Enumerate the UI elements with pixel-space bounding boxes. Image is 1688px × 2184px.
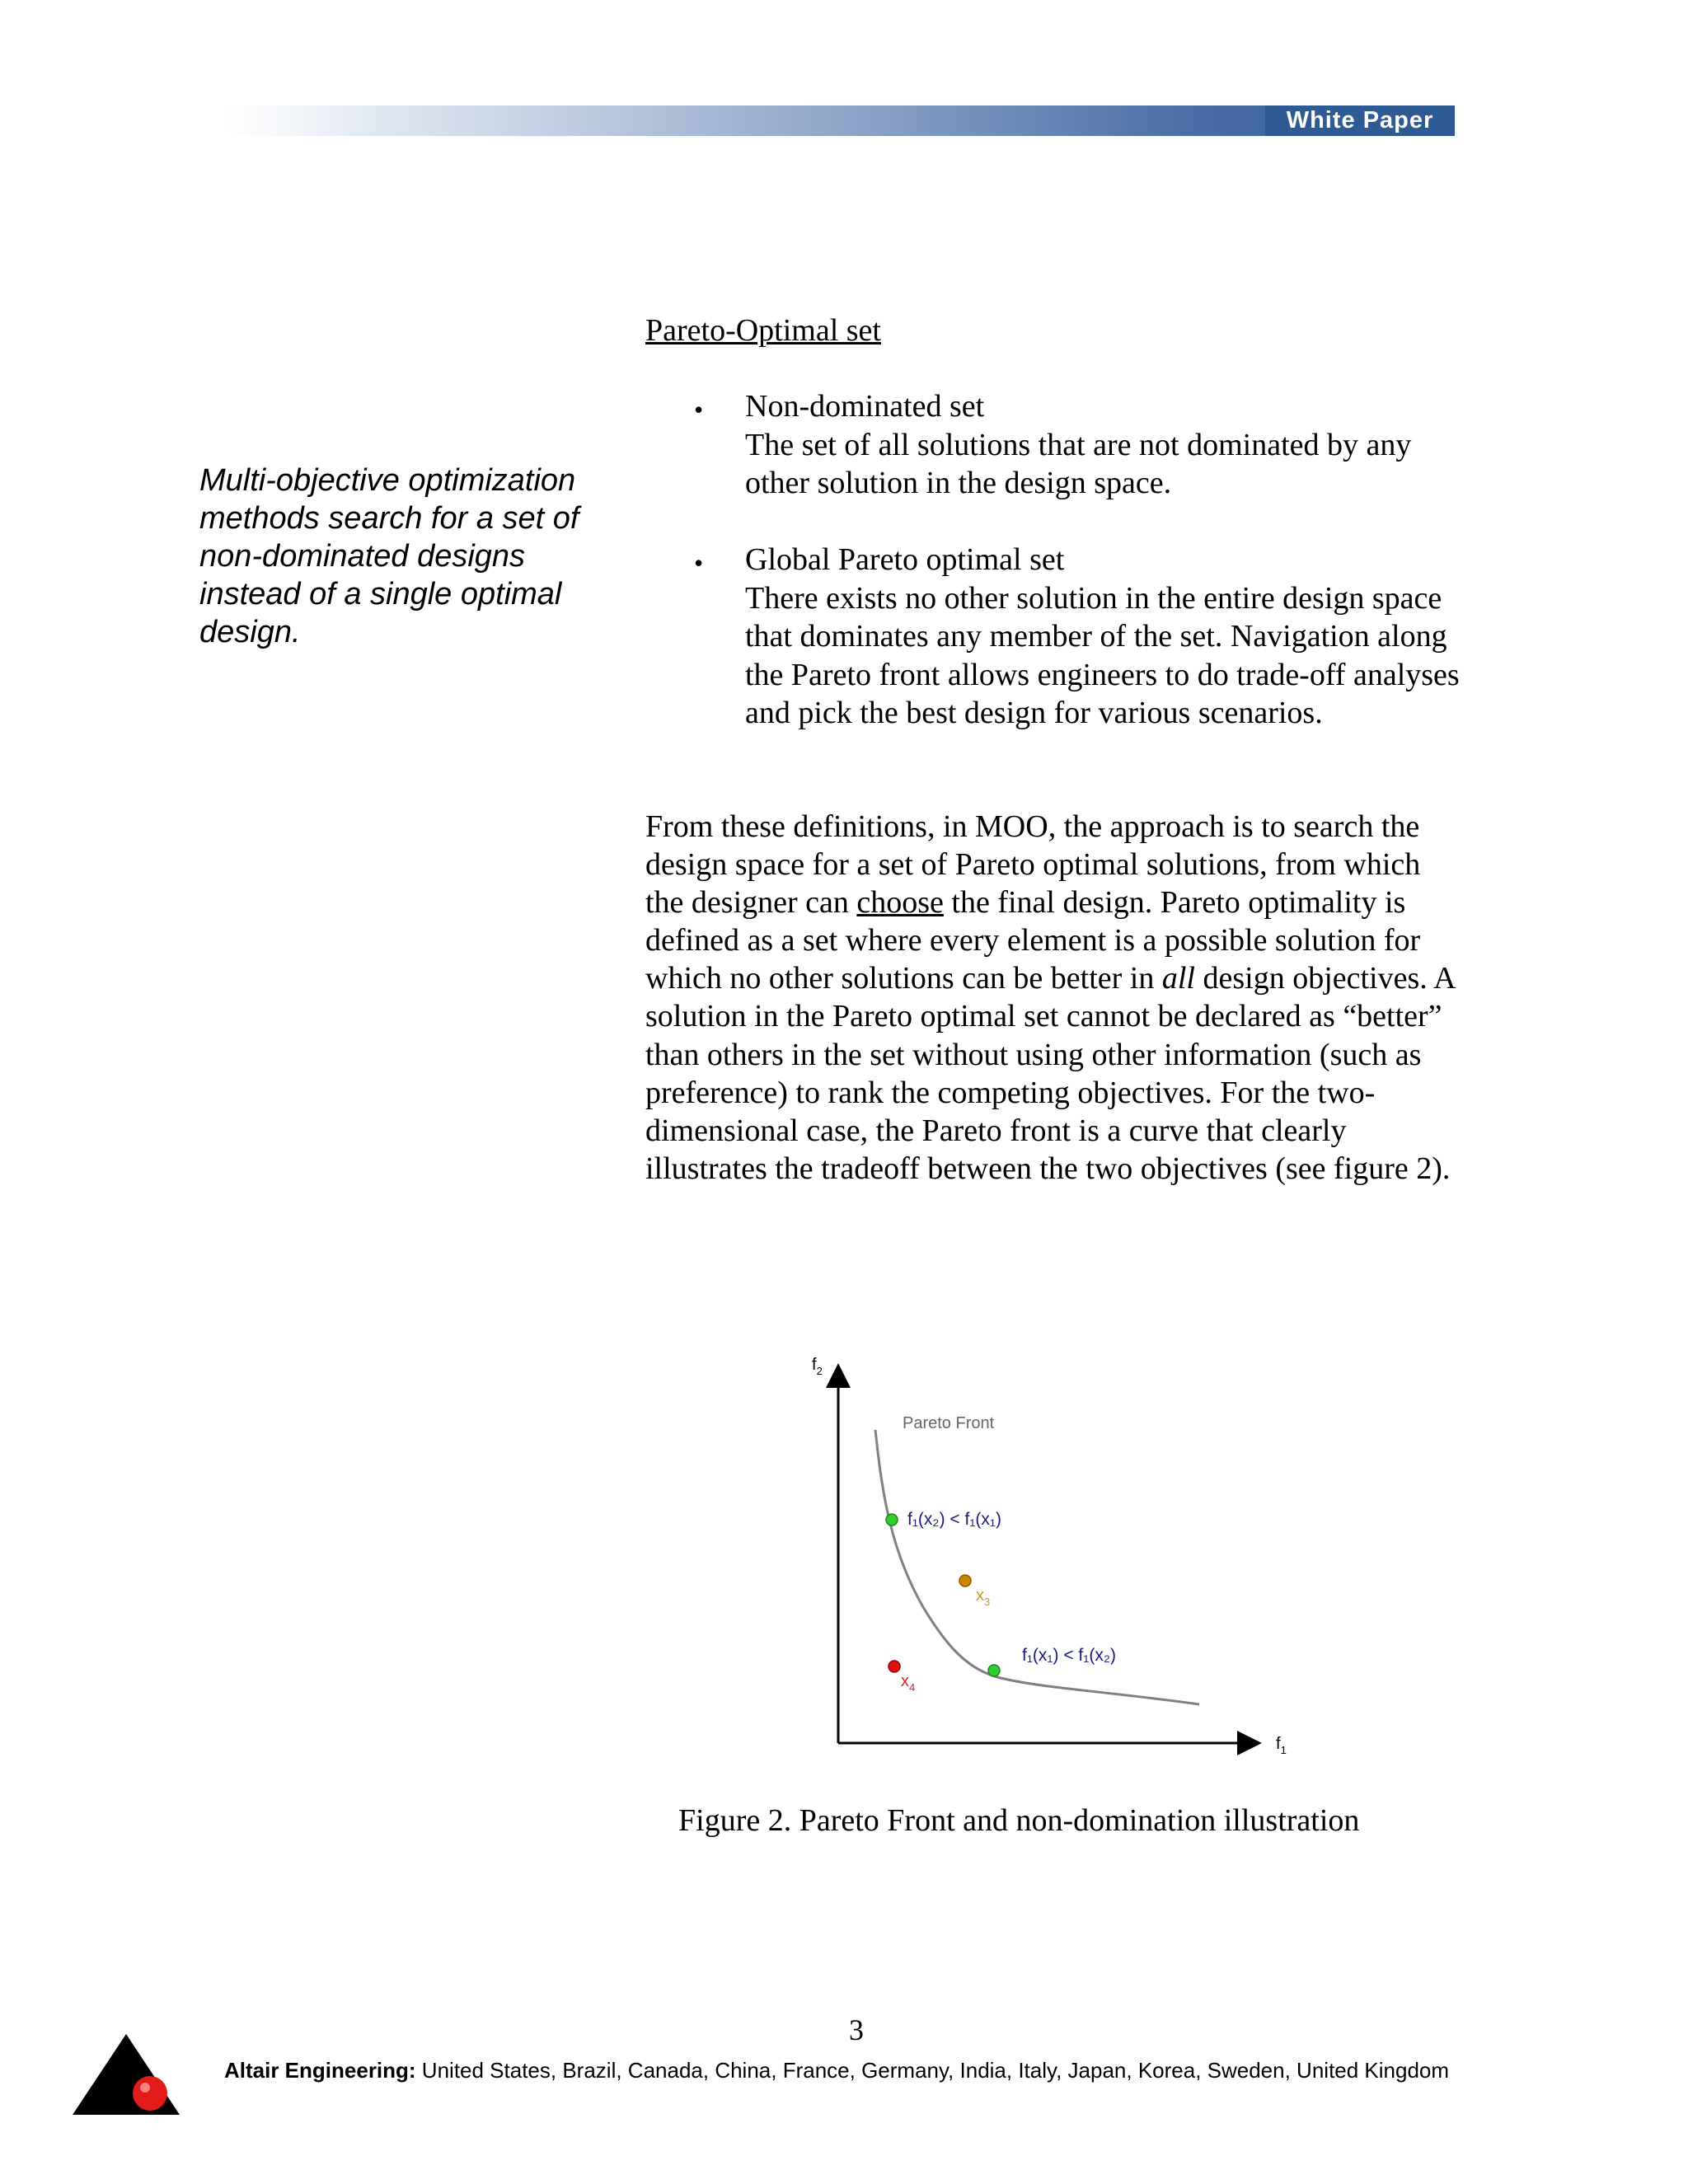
page-number: 3 <box>849 2013 864 2046</box>
list-item-term: Non-dominated set <box>745 389 985 424</box>
paragraph-text: From these definitions, in MOO, the approach is to search the design space for a set of Pareto optimal solutions, from which the designer can <box>645 809 1421 921</box>
list-item-term: Global Pareto optimal set <box>745 542 1065 577</box>
paragraph-text: design objectives. A solution in the Pareto optimal set cannot be declared as “better” than others in the set without using other information (such as preference) to rank the competing objectives. For the two-dimensional case, the Pareto front is a curve that clearly illustrates the tradeoff between the two objectives (see figure 2). <box>645 961 1455 1186</box>
footer-locations: United States, Brazil, Canada, China, France, Germany, India, Italy, Japan, Korea, Sweden, United Kingdom <box>415 2058 1450 2083</box>
body-paragraph <box>645 808 1461 1188</box>
pareto-figure <box>791 1343 1302 1755</box>
sidebar-note: Multi-objective optimization methods search for a set of non-dominated designs instead of a single optimal design. <box>199 463 579 649</box>
emphasis-underline: choose <box>856 885 944 921</box>
point-x1 <box>886 1514 898 1526</box>
figure-caption: Figure 2. Pareto Front and non-domination illustration <box>678 1803 1360 1838</box>
list-item-definition: The set of all solutions that are not dominated by any other solution in the design space. <box>745 427 1412 500</box>
footer <box>224 2058 1449 2083</box>
pareto-chart <box>791 1343 1302 1755</box>
bullet-marker: • <box>694 548 704 578</box>
list-item <box>745 387 1470 503</box>
point-x1-label: f₁(x₂) < f₁(x₁) <box>907 1510 1001 1529</box>
altair-logo <box>71 2032 181 2116</box>
list-item <box>745 541 1470 733</box>
point-x3 <box>959 1575 971 1586</box>
point-x3-label: $x_3$ <box>976 1586 991 1608</box>
section-title: Pareto-Optimal set <box>645 313 881 348</box>
white-paper-tag: White Paper <box>1265 105 1455 136</box>
point-x4-label: $x_4$ <box>901 1672 916 1694</box>
pareto-front-label: Pareto Front <box>903 1414 995 1432</box>
header-bar <box>227 105 1455 136</box>
x-axis-label: $f_1$ <box>1276 1735 1287 1755</box>
list-item-definition: There exists no other solution in the entire design space that dominates any member of the set. Navigation along the Pareto front allows engineers to do trade-off analyses and pick the best design for various scenarios. <box>745 580 1460 730</box>
point-x2-label: f₁(x₁) < f₁(x₂) <box>1022 1646 1116 1665</box>
emphasis-italic: all <box>1161 961 1195 996</box>
bullet-marker: • <box>694 395 704 424</box>
paragraph-text: the final design. Pareto optimality is defined as a set where every element is a possible solution for which no other solutions can be better in <box>645 885 1421 996</box>
footer-company: Altair Engineering: <box>224 2058 416 2083</box>
point-x2 <box>988 1665 1000 1676</box>
point-x4 <box>889 1661 900 1672</box>
y-axis-label: $f_2$ <box>812 1356 823 1377</box>
